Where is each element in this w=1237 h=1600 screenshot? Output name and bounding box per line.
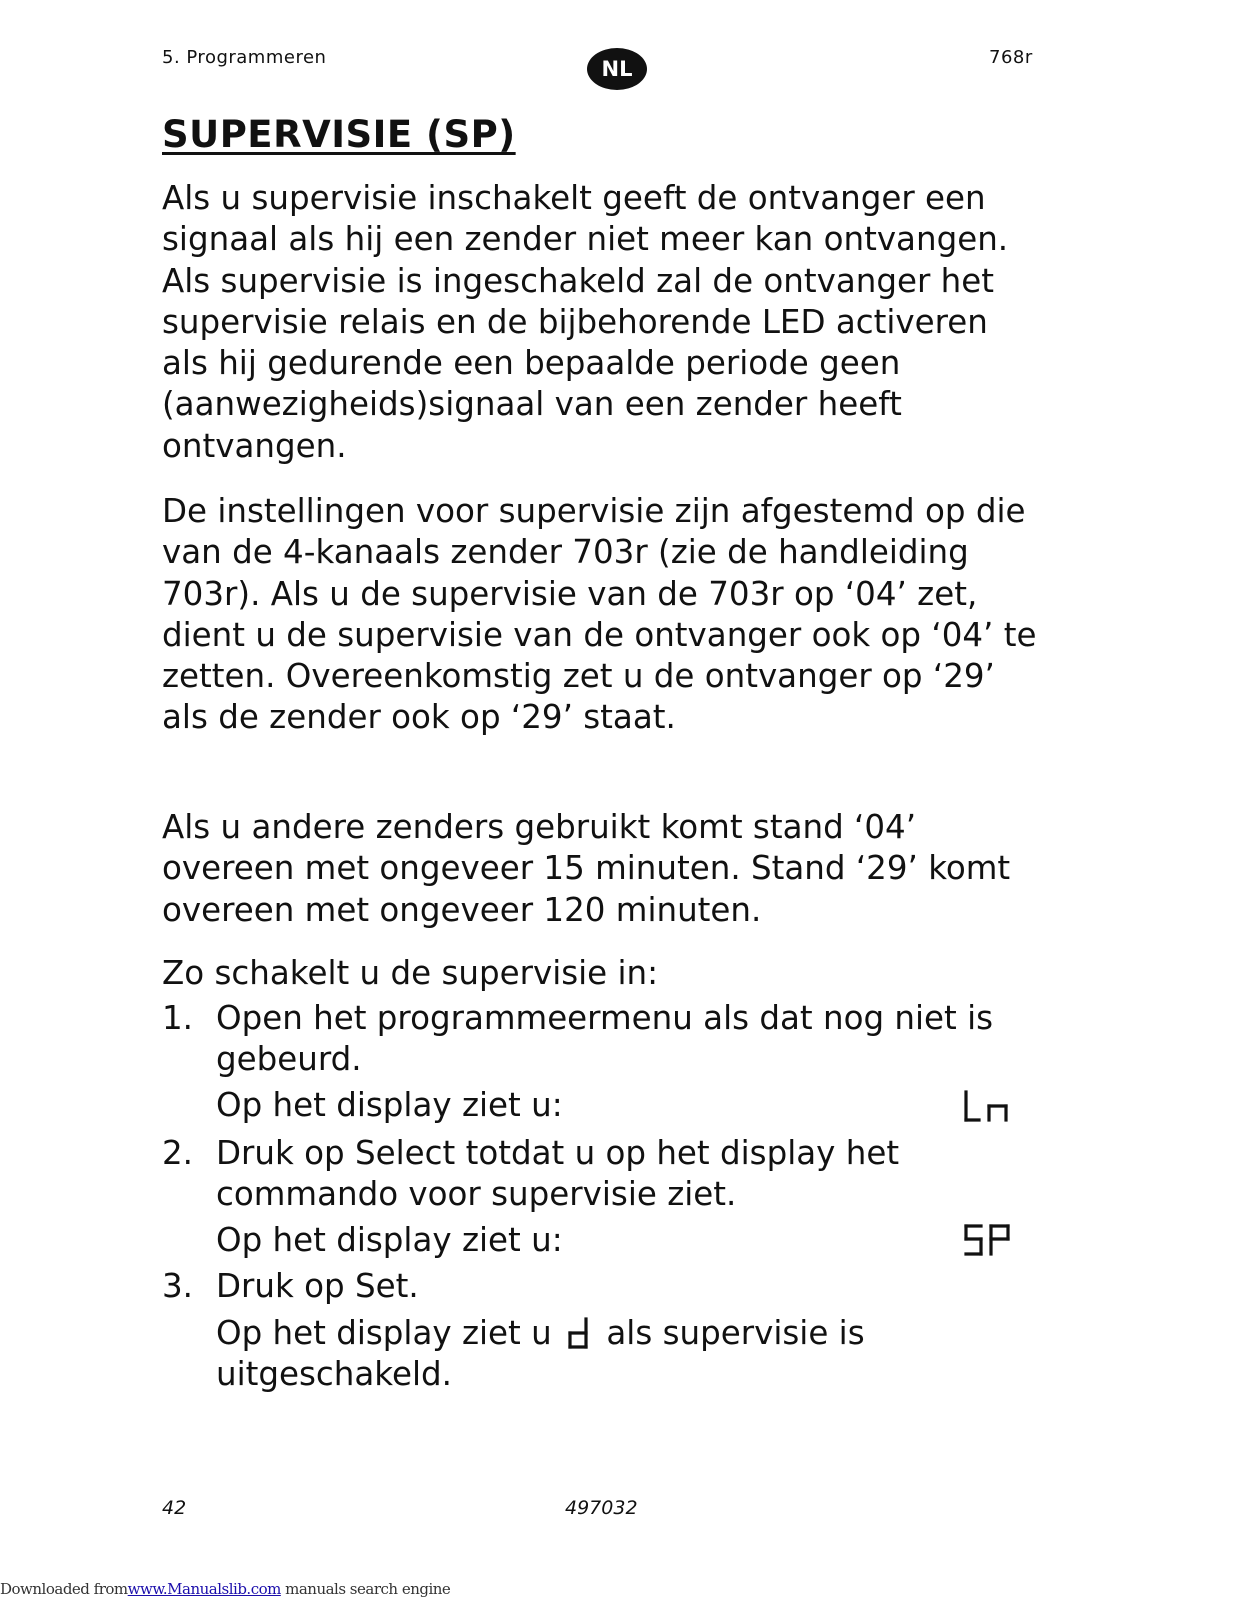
step-text: Druk op Set.: [216, 1267, 419, 1305]
settings-paragraph: De instellingen voor supervisie zijn afgestemd op die van de 4-kanaals zender 703r (zie de handleiding 703r). Als u de supervisie van de 703r op ‘04’ zet, dient u de supervisie van de ontvanger ook op ‘04’ te zetten. Overeenkomstig zet u de ontvanger op ‘29’ als de zender ook op ‘29’ staat.: [162, 492, 1037, 737]
download-suffix: manuals search engine: [280, 1580, 451, 1598]
display-d-icon: [566, 1316, 592, 1350]
display-sp-icon: [963, 1223, 1013, 1259]
step-text: Open het programmeermenu als dat nog niet is gebeurd.: [216, 999, 994, 1078]
display-ln-icon: [963, 1089, 1013, 1125]
step-3-display-line: [216, 1313, 916, 1395]
page-number: 42: [162, 1497, 187, 1519]
instructions-intro: Zo schakelt u de supervisie in:: [162, 954, 659, 992]
step-3-display-suffix: als supervisie is uitgeschakeld.: [216, 1314, 865, 1393]
step-1-display-label: Op het display ziet u:: [216, 1086, 563, 1124]
step-2-display-label: Op het display ziet u:: [216, 1221, 563, 1259]
header-section: 5. Programmeren: [162, 47, 327, 68]
step-number: 3.: [162, 1267, 194, 1305]
step-number: 1.: [162, 999, 194, 1037]
step-text: Druk op Select totdat u op het display het commando voor supervisie ziet.: [216, 1134, 900, 1213]
step-number: 2.: [162, 1134, 194, 1172]
document-number: 497032: [565, 1497, 638, 1519]
header-model: 768r: [989, 47, 1033, 68]
intro-paragraph: Als u supervisie inschakelt geeft de ontvanger een signaal als hij een zender niet meer kan ontvangen. Als supervisie is ingeschakeld zal de ontvanger het supervisie relais en de bijbehorende LED activeren als hij gedurende een bepaalde periode geen (aanwezigheids)signaal van een zender heeft ontvangen.: [162, 179, 1009, 465]
language-badge: NL: [587, 48, 647, 90]
other-transmitters-paragraph: Als u andere zenders gebruikt komt stand ‘04’ overeen met ongeveer 15 minuten. Stand ‘29’ komt overeen met ongeveer 120 minuten.: [162, 808, 1011, 929]
manualslib-link[interactable]: www.Manualslib.com: [127, 1580, 281, 1598]
download-banner: [0, 1580, 450, 1598]
step-3-display-label: Op het display ziet u: [216, 1314, 552, 1352]
page-title: SUPERVISIE (SP): [162, 113, 516, 156]
download-prefix: Downloaded from: [0, 1580, 128, 1598]
